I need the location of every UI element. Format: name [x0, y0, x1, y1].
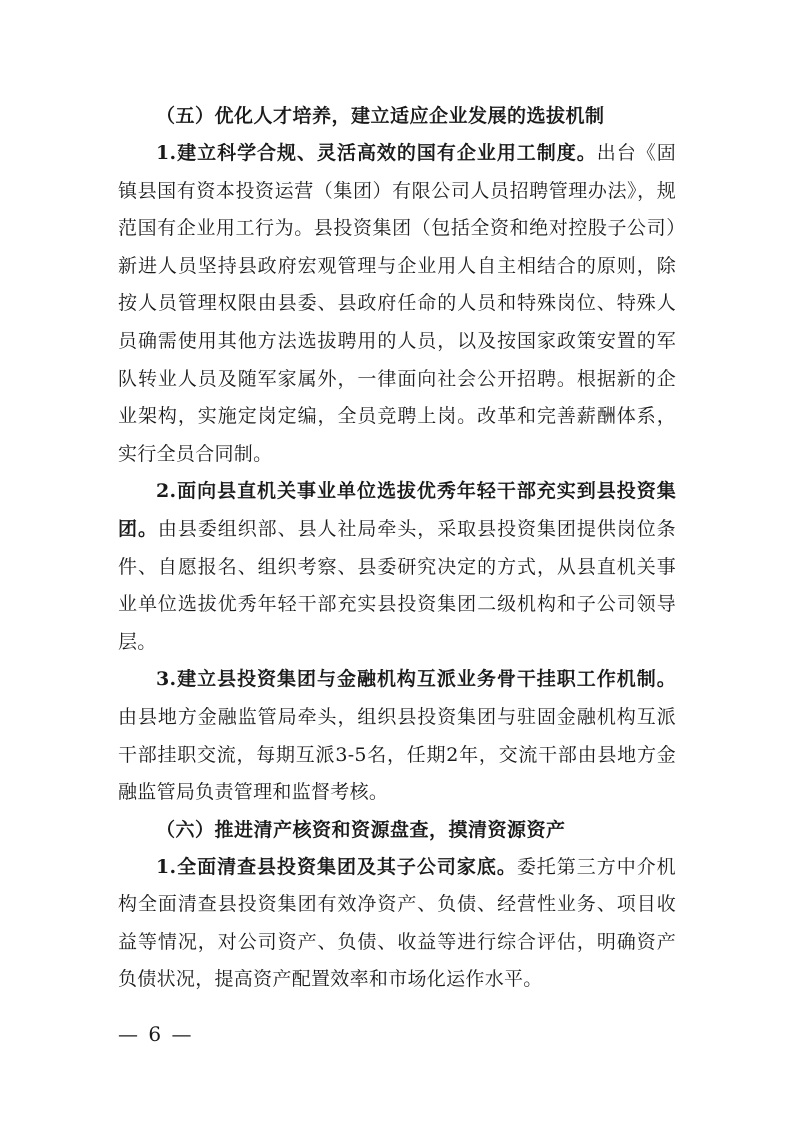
paragraph-5-2	[118, 473, 676, 661]
paragraph-lead: 1.全面清查县投资集团及其子公司家底。	[156, 855, 517, 878]
document-body	[118, 98, 676, 999]
paragraph-6-1	[118, 849, 676, 999]
page-number: — 6 —	[118, 1022, 194, 1046]
paragraph-5-3	[118, 661, 676, 811]
paragraph-text: 出台《固镇县国有资本投资运营（集团）有限公司人员招聘管理办法》，规范国有企业用工行为。县投资集团（包括全资和绝对控股子公司）新进人员坚持县政府宏观管理与企业用人自主相结合的原则，除按人员管理权限由县委、县政府任命的人员和特殊岗位、特殊人员确需使用其他方法选拔聘用的人员，以及按国家政策安置的军队转业人员及随军家属外，一律面向社会公开招聘。根据新的企业架构，实施定岗定编，全员竞聘上岗。改革和完善薪酬体系，实行全员合同制。	[118, 142, 676, 465]
paragraph-5-1	[118, 135, 676, 473]
section-heading-5: （五）优化人才培养，建立适应企业发展的选拔机制	[156, 105, 605, 127]
paragraph-text: 委托第三方中介机构全面清查县投资集团有效净资产、负债、经营性业务、项目收益等情况，对公司资产、负债、收益等进行综合评估，明确资产负债状况，提高资产配置效率和市场化运作水平。	[118, 855, 676, 991]
paragraph-text: 由县委组织部、县人社局牵头，采取县投资集团提供岗位条件、自愿报名、组织考察、县委研究决定的方式，从县直机关事业单位选拔优秀年轻干部充实县投资集团二级机构和子公司领导层。	[118, 517, 676, 653]
paragraph-text: 由县地方金融监管局牵头，组织县投资集团与驻固金融机构互派干部挂职交流，每期互派3-5名，任期2年，交流干部由县地方金融监管局负责管理和监督考核。	[118, 705, 676, 804]
paragraph-lead: 3.建立县投资集团与金融机构互派业务骨干挂职工作机制。	[156, 668, 676, 691]
paragraph-lead: 1.建立科学合规、灵活高效的国有企业用工制度。	[156, 142, 597, 164]
paragraph-lead: 2.面向县直机关事业单位选拔优秀年轻干部充实到县投资集团。	[118, 480, 676, 540]
section-heading-6: （六）推进清产核资和资源盘查，摸清资源资产	[156, 818, 566, 841]
